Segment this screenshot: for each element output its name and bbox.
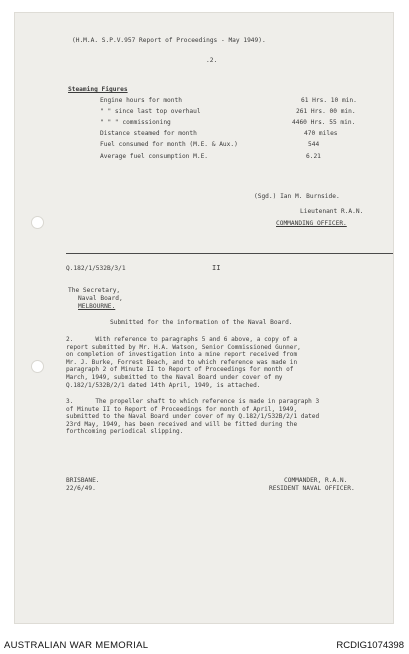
steaming-label: " " since last top overhaul (100, 108, 201, 115)
place: BRISBANE. (66, 477, 100, 484)
steaming-value: 544 (308, 141, 320, 148)
steaming-heading: Steaming Figures (68, 86, 128, 93)
steaming-value: 470 miles (304, 130, 338, 137)
addressee-line: MELBOURNE. (78, 303, 116, 310)
steaming-label: Engine hours for month (100, 97, 182, 104)
steaming-label: " " " commissioning (100, 119, 171, 126)
paragraph-2: 2. With reference to paragraphs 5 and 6 above, a copy of a report submitted by Mr. H.A. Watson, Senior Commissioned Gunner, on completion of investigation into a mine report received from Mr. J. Burke, Forrest Beach, and to which reference was made in paragraph 2 of Minute II to Report of Proceedings for month of March, 1949, submitted to the Naval Board under cover of my Q.182/1/532B/2/1 dated 14th April, 1949, is attached. (66, 336, 301, 389)
section-divider (66, 253, 393, 254)
document-page (14, 12, 394, 624)
addressee-line: Naval Board, (78, 295, 123, 302)
steaming-value: 261 Hrs. 00 min. (296, 108, 356, 115)
archive-credit: AUSTRALIAN WAR MEMORIAL (4, 640, 149, 651)
steaming-value: 6.21 (306, 153, 321, 160)
steaming-label: Distance steamed for month (100, 130, 197, 137)
steaming-label: Average fuel consumption M.E. (100, 153, 209, 160)
page-number: .2. (206, 57, 218, 64)
punch-hole-bottom (31, 360, 44, 373)
archive-id: RCDIG1074398 (336, 640, 404, 651)
steaming-value: 61 Hrs. 10 min. (301, 97, 357, 104)
date: 22/6/49. (66, 485, 96, 492)
signatory-title: RESIDENT NAVAL OFFICER. (269, 485, 355, 492)
report-header-title: (H.M.A. S.P.V.957 Report of Proceedings - May 1949). (72, 37, 266, 44)
steaming-label: Fuel consumed for month (M.E. & Aux.) (100, 141, 238, 148)
signature-line: (Sgd.) Ian M. Burnside. (254, 193, 340, 200)
minute-intro: Submitted for the information of the Naval Board. (110, 319, 293, 326)
signature-title: COMMANDING OFFICER. (276, 220, 347, 227)
signatory-rank: COMMANDER, R.A.N. (284, 477, 348, 484)
paragraph-3: 3. The propeller shaft to which reference is made in paragraph 3 of Minute II to Report of Proceedings for month of April, 1949, submitted to the Naval Board under cover of my Q.182/1/532B/2/1 dated 23rd May, 1949, has been received and will be fitted during the forthcoming periodical slipping. (66, 398, 320, 436)
signature-rank: Lieutenant R.A.N. (300, 208, 364, 215)
punch-hole-top (31, 216, 44, 229)
steaming-value: 4460 Hrs. 55 min. (292, 119, 356, 126)
minute-numeral: II (212, 264, 221, 272)
addressee-line: The Secretary, (68, 287, 121, 294)
file-reference: Q.182/1/532B/3/1 (66, 265, 126, 272)
